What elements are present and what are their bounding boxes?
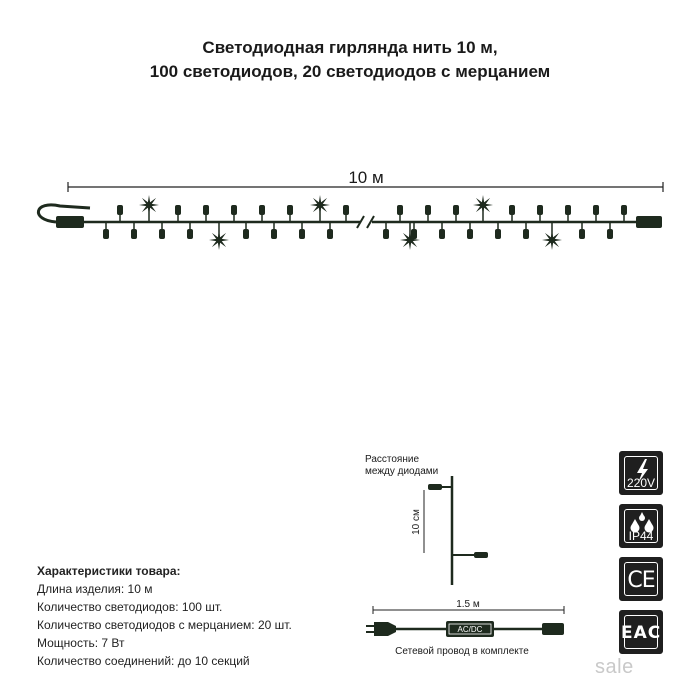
specs-block (37, 562, 292, 670)
led-bulb (259, 205, 265, 215)
plug-left (56, 216, 84, 228)
led-bulb (243, 229, 249, 239)
led-bulb (187, 229, 193, 239)
spec-row: Количество соединений: до 10 секций (37, 654, 250, 668)
led-bulb (579, 229, 585, 239)
led-bulb (175, 205, 181, 215)
led-bulb (299, 229, 305, 239)
led-bulb (103, 229, 109, 239)
led-bulb (383, 229, 389, 239)
connector-right (636, 216, 662, 228)
led-bulb (287, 205, 293, 215)
eac-badge (619, 610, 663, 654)
cable-connector (542, 623, 564, 635)
led-bulb (509, 205, 515, 215)
led-bulb (453, 205, 459, 215)
led-bulb (343, 205, 349, 215)
distance-label-1: Расстояние (365, 454, 420, 465)
spacing-label: 10 см (411, 509, 422, 535)
led-bulb (467, 229, 473, 239)
spec-row: Мощность: 7 Вт (37, 636, 125, 650)
voltage-badge (619, 451, 663, 495)
ip-badge (619, 504, 663, 548)
specs-header: Характеристики товара: (37, 564, 181, 578)
led-bulb (425, 205, 431, 215)
wire-break (357, 216, 374, 228)
voltage-text: 220V (626, 476, 656, 490)
led-bulb (327, 229, 333, 239)
flicker-led-star (310, 195, 330, 215)
spec-row: Длина изделия: 10 м (37, 582, 153, 596)
led-bulb (565, 205, 571, 215)
cable-length-label: 1.5 м (456, 599, 480, 610)
led-bulb (231, 205, 237, 215)
adapter-label: AC/DC (457, 625, 483, 634)
led-bulb (271, 229, 277, 239)
flicker-led-star (209, 230, 229, 250)
lightning-icon (621, 453, 665, 497)
protection-text: IP44 (628, 529, 654, 543)
spec-row: Количество светодиодов: 100 шт. (37, 600, 223, 614)
led-bulb (537, 205, 543, 215)
spec-row: Количество светодиодов с мерцанием: 20 шт. (37, 618, 292, 632)
length-label: 10 м (348, 168, 384, 187)
led-bulb (593, 205, 599, 215)
sale-watermark: sale (595, 656, 634, 678)
eac-mark: EAC (621, 623, 662, 643)
ce-mark: CE (627, 568, 655, 593)
led-bulb (117, 205, 123, 215)
led-bulb (439, 229, 445, 239)
led-bulb (131, 229, 137, 239)
led-bulb (203, 205, 209, 215)
length-dimension (68, 168, 663, 192)
led-bulb (397, 205, 403, 215)
led-bulb (621, 205, 627, 215)
led-bulb (495, 229, 501, 239)
cable-caption: Сетевой провод в комплекте (395, 646, 529, 657)
led-bulb (523, 229, 529, 239)
title-line-1: Светодиодная гирлянда нить 10 м, (202, 38, 498, 57)
led-bulb (607, 229, 613, 239)
detail-diagram (365, 454, 564, 657)
title-line-2: 100 светодиодов, 20 светодиодов с мерцанием (149, 62, 551, 81)
power-plug (366, 622, 396, 636)
led-bulb (159, 229, 165, 239)
flicker-led-star (400, 230, 420, 250)
water-drops-icon (621, 506, 665, 550)
flicker-led-star (473, 195, 493, 215)
distance-label-2: между диодами (365, 466, 439, 477)
ce-badge (619, 557, 663, 601)
flicker-led-star (542, 230, 562, 250)
flicker-led-star (139, 195, 159, 215)
